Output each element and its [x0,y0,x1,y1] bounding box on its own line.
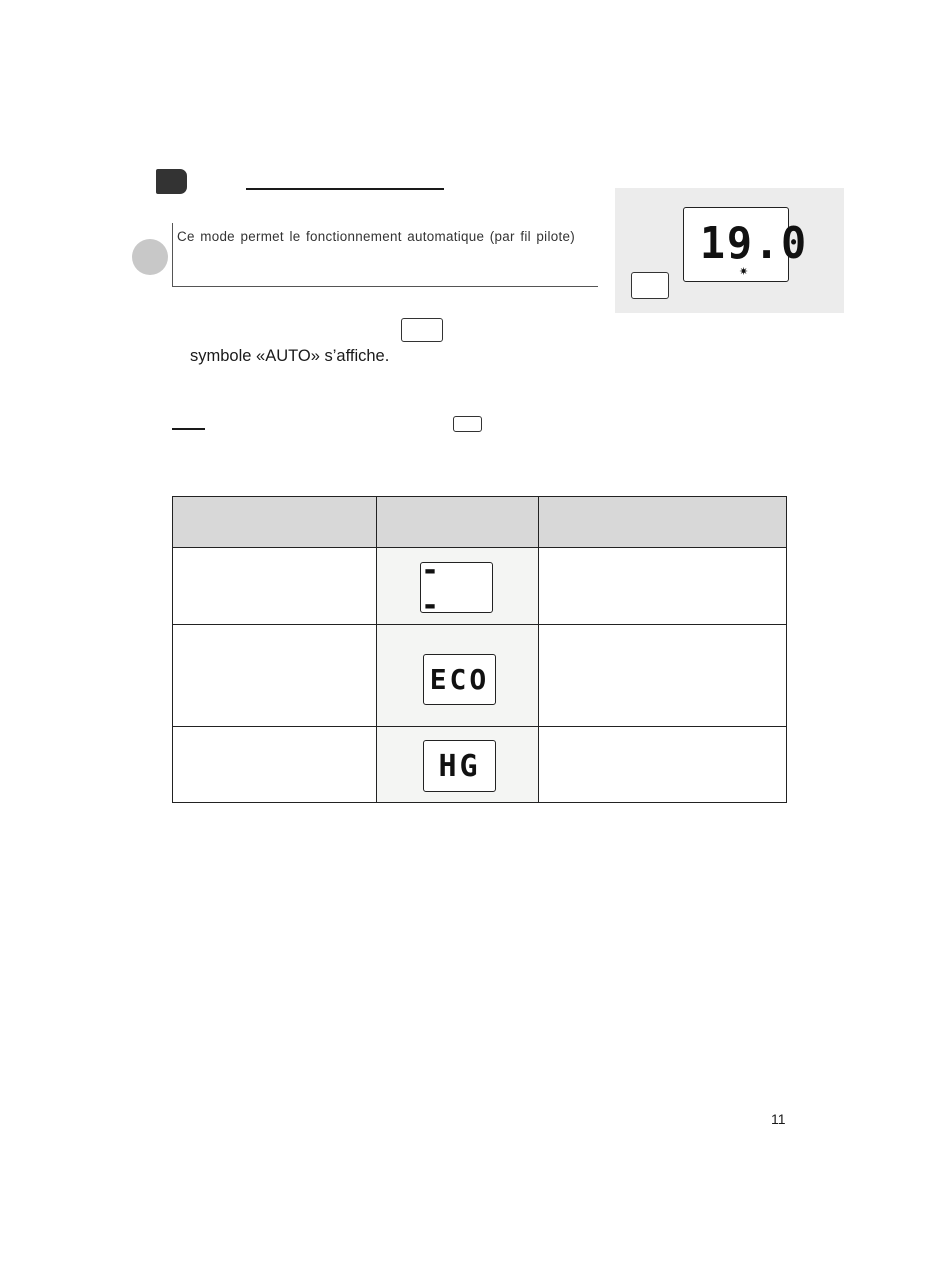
table-header-cell [539,497,787,548]
table-row [173,548,787,625]
table-row [173,625,787,727]
table-header-cell [377,497,539,548]
sun-icon: ✷ [739,266,749,278]
table-header-row [173,497,787,548]
table-cell [173,548,377,625]
table-cell [539,727,787,803]
table-lcd-cell [377,548,539,625]
note-icon [132,239,168,275]
instruction-text: symbole «AUTO» s’affiche. [190,347,390,365]
table-cell [173,625,377,727]
table-cell [173,727,377,803]
mode-table [172,496,787,803]
table-header-cell [173,497,377,548]
lcd-temperature-value: 19.0 [699,218,809,269]
lcd-mode-comfort: - - [420,562,493,613]
section-marker [156,169,187,194]
page-number: 11 [771,1111,786,1127]
section-title-underline [246,188,444,190]
table-cell [539,548,787,625]
note-text: Ce mode permet le fonctionnement automatique (par fil pilote) [177,229,575,244]
table-row [173,727,787,803]
table-lcd-cell [377,727,539,803]
inline-small-button-icon [453,416,482,432]
mode-button-illustration [631,272,669,299]
note-underline [172,428,205,430]
inline-button-icon [401,318,443,342]
table-cell [539,625,787,727]
lcd-mode-frost: HG [423,740,496,792]
lcd-mode-eco: ECO [423,654,496,705]
table-lcd-cell [377,625,539,727]
